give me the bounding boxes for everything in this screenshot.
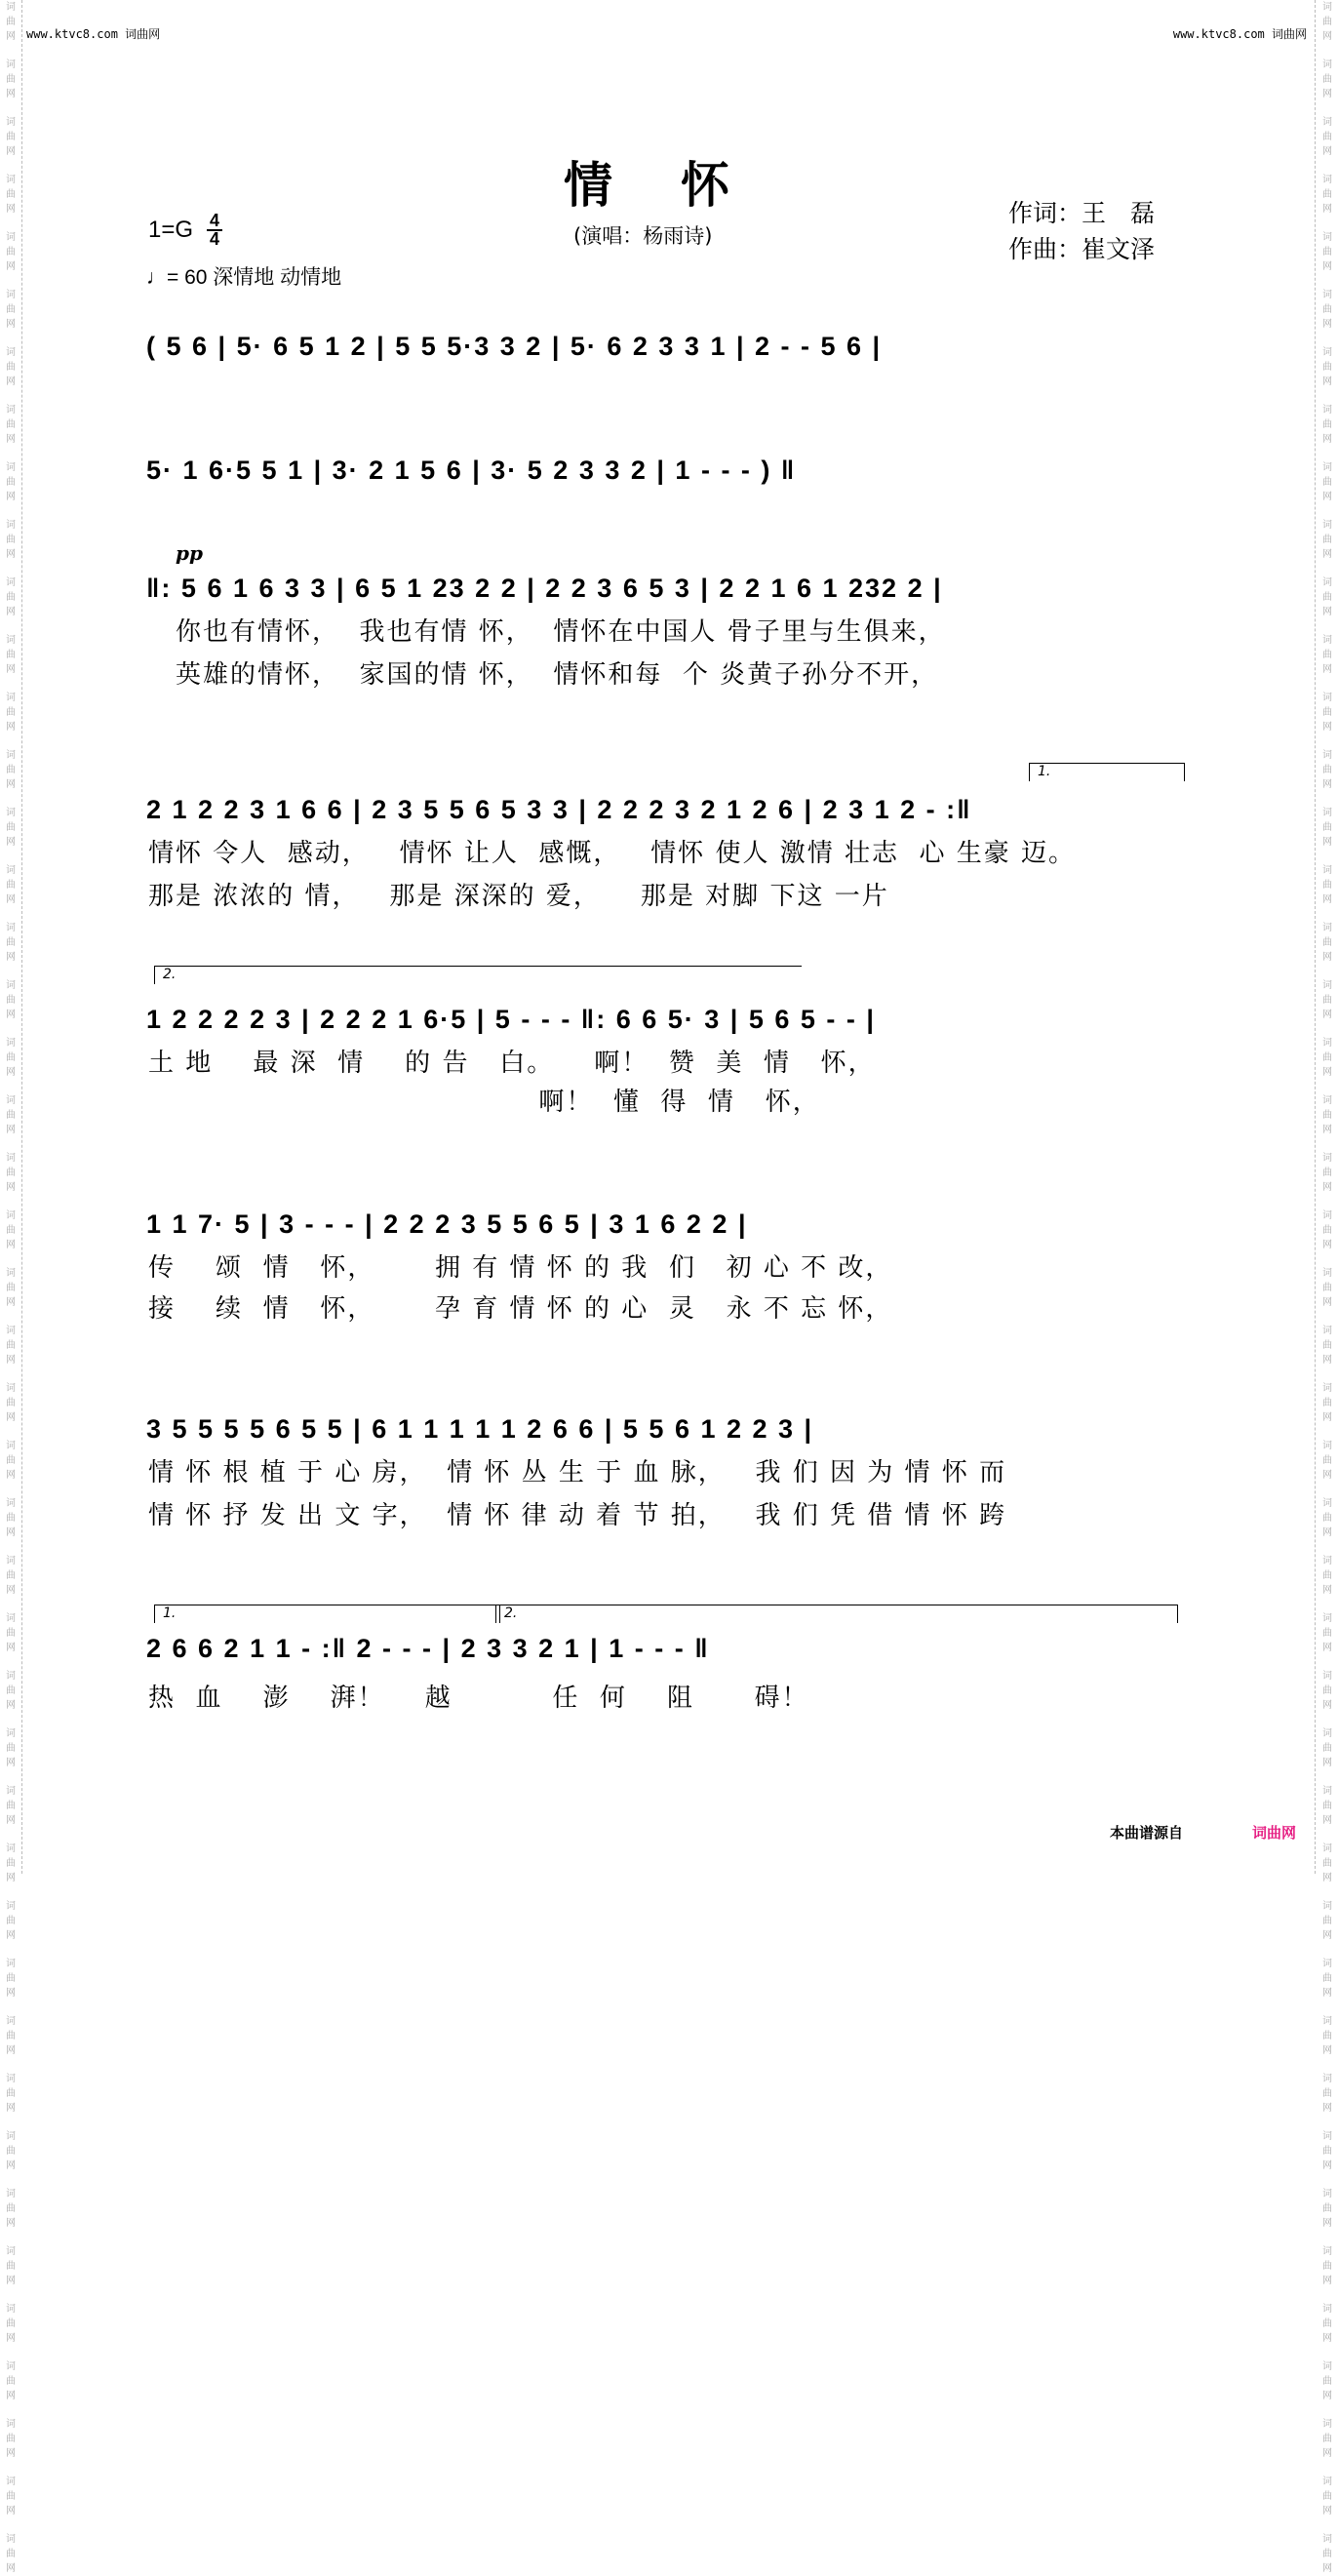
side-watermark-group: 词 曲 网 <box>1322 175 1332 215</box>
side-watermark-group: 词 曲 网 <box>6 1441 16 1481</box>
lyric-verse-1: 热 血 澎 湃！ 越 任 何 阻 碍！ <box>148 1684 809 1713</box>
score-line-3 <box>146 571 1200 690</box>
lyric-verse-1: 情 怀 根 植 于 心 房， 情 怀 丛 生 于 血 脉， 我 们 因 为 情 怀 而 <box>148 1458 1007 1487</box>
site-watermark-left: www.ktvc8.com 词曲网 <box>26 27 161 41</box>
volta-2-ending: 2. <box>495 1605 1178 1623</box>
side-watermark-group: 词 曲 网 <box>1322 1038 1332 1078</box>
side-watermark-group: 词 曲 网 <box>1322 635 1332 675</box>
notation: 1 2 2 2 2 3 | 2 2 2 1 6·5 | 5 - - - ‖: 6 6 5· 3 | 5 6 5 - - | <box>146 1005 876 1034</box>
side-watermark-group: 词 曲 网 <box>1322 1786 1332 1826</box>
side-watermark-group: 词 曲 网 <box>1322 923 1332 963</box>
side-watermark-group: 词 曲 网 <box>6 865 16 905</box>
side-watermark-group: 词 曲 网 <box>6 1210 16 1250</box>
side-watermark-group: 词 曲 网 <box>6 59 16 99</box>
side-watermark-group: 词 曲 网 <box>6 1786 16 1826</box>
side-watermark-group: 词 曲 网 <box>1322 2189 1332 2229</box>
lyric-verse-2: 接 续 情 怀， 孕 育 情 怀 的 心 灵 永 不 忘 怀， <box>148 1294 893 1324</box>
side-watermark-group: 词 曲 网 <box>6 577 16 617</box>
footer-source-label: 本曲谱源自 <box>1110 1824 1184 1842</box>
side-watermark-group: 词 曲 网 <box>6 1613 16 1653</box>
composer-credit: 作曲：崔文泽 <box>1008 235 1156 263</box>
side-watermark-group: 词 曲 网 <box>6 693 16 733</box>
side-watermark-group: 词 曲 网 <box>1322 347 1332 387</box>
side-watermark-group: 词 曲 网 <box>6 117 16 157</box>
time-sig-top: 4 <box>210 211 220 230</box>
lyric-verse-1: 情怀 令人 感动， 情怀 让人 感慨， 情怀 使人 激情 壮志 心 生豪 迈。 <box>148 839 1077 868</box>
right-dashed-margin <box>1315 0 1316 1874</box>
side-watermark-group: 词 曲 网 <box>6 2074 16 2114</box>
side-watermark-group: 词 曲 网 <box>1322 2361 1332 2401</box>
side-watermark-group: 词 曲 网 <box>6 808 16 848</box>
side-watermark-group: 词 曲 网 <box>6 175 16 215</box>
side-watermark-group: 词 曲 网 <box>1322 865 1332 905</box>
side-watermark-group: 词 曲 网 <box>1322 117 1332 157</box>
score-line-8 <box>146 1631 1200 1713</box>
side-watermark-group: 词 曲 网 <box>1322 808 1332 848</box>
lyric-verse-1: 传 颂 情 怀， 拥 有 情 怀 的 我 们 初 心 不 改， <box>148 1253 893 1283</box>
side-watermark-group: 词 曲 网 <box>1322 1441 1332 1481</box>
lyric-verse-2: 啊！ 懂 得 情 怀， <box>148 1088 820 1117</box>
side-watermark-group: 词 曲 网 <box>6 980 16 1020</box>
side-watermark-group: 词 曲 网 <box>6 2246 16 2286</box>
volta-1-ending: 1. <box>154 1605 500 1623</box>
side-watermark-group: 词 曲 网 <box>1322 405 1332 445</box>
dynamic-marking: pp <box>176 541 203 565</box>
side-watermark-group: 词 曲 网 <box>1322 2477 1332 2517</box>
score-line-2 <box>146 453 1200 488</box>
side-watermark-group: 词 曲 网 <box>6 1728 16 1768</box>
side-watermark-group: 词 曲 网 <box>6 2189 16 2229</box>
side-watermark-group: 词 曲 网 <box>1322 577 1332 617</box>
key-label: 1=G <box>148 217 194 243</box>
side-watermark-group: 词 曲 网 <box>6 1095 16 1135</box>
side-watermark-group: 词 曲 网 <box>6 290 16 330</box>
notation: 3 5 5 5 5 6 5 5 | 6 1 1 1 1 1 2 6 6 | 5 5 6 1 2 2 3 | <box>146 1414 814 1444</box>
side-watermark-group: 词 曲 网 <box>6 405 16 445</box>
lyric-verse-1: 你也有情怀， 我也有情 怀， 情怀在中国人 骨子里与生俱来， <box>176 617 946 647</box>
side-watermark-group: 词 曲 网 <box>6 347 16 387</box>
side-watermark-group: 词 曲 网 <box>6 2419 16 2459</box>
side-watermark-group: 词 曲 网 <box>1322 2 1332 42</box>
side-watermark-group: 词 曲 网 <box>6 462 16 502</box>
side-watermark-group: 词 曲 网 <box>6 2477 16 2517</box>
lyric-verse-2: 情 怀 抒 发 出 文 字， 情 怀 律 动 着 节 拍， 我 们 凭 借 情 怀 跨 <box>148 1501 1007 1530</box>
side-watermark-group: 词 曲 网 <box>1322 2304 1332 2344</box>
volta-1: 1. <box>1029 763 1185 781</box>
side-watermark-group: 词 曲 网 <box>6 2361 16 2401</box>
side-watermark-group: 词 曲 网 <box>6 1383 16 1423</box>
lyricist-credit: 作词：王 磊 <box>1008 199 1156 227</box>
score-line-5 <box>146 1002 1200 1117</box>
side-watermark-group: 词 曲 网 <box>6 1959 16 1999</box>
side-watermark-group: 词 曲 网 <box>1322 2246 1332 2286</box>
lyric-verse-1: 土 地 最 深 情 的 告 白。 啊！ 赞 美 情 怀， <box>148 1049 876 1078</box>
side-watermark-left <box>0 0 21 2574</box>
side-watermark-group: 词 曲 网 <box>6 2016 16 2056</box>
side-watermark-group: 词 曲 网 <box>6 923 16 963</box>
side-watermark-right <box>1317 0 1338 2574</box>
side-watermark-group: 词 曲 网 <box>1322 290 1332 330</box>
song-title: 情怀 <box>564 156 798 214</box>
side-watermark-group: 词 曲 网 <box>1322 462 1332 502</box>
side-watermark-group: 词 曲 网 <box>6 1038 16 1078</box>
side-watermark-group: 词 曲 网 <box>1322 2016 1332 2056</box>
credits <box>1008 195 1155 267</box>
side-watermark-group: 词 曲 网 <box>1322 520 1332 560</box>
side-watermark-group: 词 曲 网 <box>6 2 16 42</box>
side-watermark-group: 词 曲 网 <box>6 1556 16 1596</box>
side-watermark-group: 词 曲 网 <box>1322 693 1332 733</box>
score-line-6 <box>146 1207 1200 1324</box>
site-watermark-right: www.ktvc8.com 词曲网 <box>1172 27 1307 41</box>
side-watermark-group: 词 曲 网 <box>1322 232 1332 272</box>
side-watermark-group: 词 曲 网 <box>6 750 16 790</box>
side-watermark-group: 词 曲 网 <box>6 2534 16 2574</box>
side-watermark-group: 词 曲 网 <box>6 1268 16 1308</box>
side-watermark-group: 词 曲 网 <box>1322 1843 1332 1883</box>
side-watermark-group: 词 曲 网 <box>1322 1613 1332 1653</box>
side-watermark-group: 词 曲 网 <box>1322 1671 1332 1711</box>
side-watermark-group: 词 曲 网 <box>1322 1095 1332 1135</box>
side-watermark-group: 词 曲 网 <box>1322 1901 1332 1941</box>
score-line-1 <box>146 329 1200 364</box>
lyric-verse-2: 英雄的情怀， 家国的情 怀， 情怀和每 个 炎黄子孙分不开， <box>176 660 939 690</box>
side-watermark-group: 词 曲 网 <box>6 635 16 675</box>
side-watermark-group: 词 曲 网 <box>1322 1326 1332 1366</box>
notation: 5· 1 6·5 5 1 | 3· 2 1 5 6 | 3· 5 2 3 3 2 | 1 - - - ) ‖ <box>146 456 797 485</box>
side-watermark-group: 词 曲 网 <box>1322 59 1332 99</box>
notation: ( 5 6 | 5· 6 5 1 2 | 5 5 5·3 3 2 | 5· 6 2 3 3 1 | 2 - - 5 6 | <box>146 332 883 361</box>
key-signature <box>148 213 222 248</box>
score-line-4 <box>146 792 1200 911</box>
side-watermark-group: 词 曲 网 <box>6 520 16 560</box>
side-watermark-group: 词 曲 网 <box>1322 980 1332 1020</box>
footer-brand-link[interactable]: 词曲网 <box>1252 1824 1297 1842</box>
side-watermark-group: 词 曲 网 <box>6 2304 16 2344</box>
time-signature <box>207 213 222 248</box>
side-watermark-group: 词 曲 网 <box>1322 1959 1332 1999</box>
side-watermark-group: 词 曲 网 <box>6 1671 16 1711</box>
side-watermark-group: 词 曲 网 <box>1322 1210 1332 1250</box>
side-watermark-group: 词 曲 网 <box>1322 1153 1332 1193</box>
side-watermark-group: 词 曲 网 <box>1322 2074 1332 2114</box>
side-watermark-group: 词 曲 网 <box>6 1326 16 1366</box>
side-watermark-group: 词 曲 网 <box>1322 1383 1332 1423</box>
side-watermark-group: 词 曲 网 <box>1322 2419 1332 2459</box>
notation: 1 1 7· 5 | 3 - - - | 2 2 2 3 5 5 6 5 | 3 1 6 2 2 | <box>146 1209 748 1239</box>
notation: 2 1 2 2 3 1 6 6 | 2 3 5 5 6 5 3 3 | 2 2 2 3 2 1 2 6 | 2 3 1 2 - :‖ <box>146 795 972 824</box>
side-watermark-group: 词 曲 网 <box>6 232 16 272</box>
side-watermark-group: 词 曲 网 <box>1322 1728 1332 1768</box>
side-watermark-group: 词 曲 网 <box>1322 1556 1332 1596</box>
volta-2: 2. <box>154 966 802 984</box>
notation: ‖: 5 6 1 6 3 3 | 6 5 1 23 2 2 | 2 2 3 6 5 3 | 2 2 1 6 1 232 2 | <box>146 574 943 603</box>
side-watermark-group: 词 曲 网 <box>1322 1268 1332 1308</box>
side-watermark-group: 词 曲 网 <box>6 1153 16 1193</box>
side-watermark-group: 词 曲 网 <box>6 1901 16 1941</box>
side-watermark-group: 词 曲 网 <box>6 1843 16 1883</box>
tempo-marking: ♩= 60 深情地 动情地 <box>146 266 342 289</box>
left-dashed-margin <box>21 0 22 1874</box>
singer-credit: (演唱：杨雨诗) <box>573 224 713 248</box>
time-sig-bottom: 4 <box>210 229 220 249</box>
side-watermark-group: 词 曲 网 <box>1322 2131 1332 2171</box>
side-watermark-group: 词 曲 网 <box>1322 1498 1332 1538</box>
side-watermark-group: 词 曲 网 <box>6 1498 16 1538</box>
score-line-7 <box>146 1411 1200 1530</box>
side-watermark-group: 词 曲 网 <box>6 2131 16 2171</box>
side-watermark-group: 词 曲 网 <box>1322 750 1332 790</box>
notation: 2 6 6 2 1 1 - :‖ 2 - - - | 2 3 3 2 1 | 1 - - - ‖ <box>146 1634 710 1663</box>
lyric-verse-2: 那是 浓浓的 情， 那是 深深的 爱， 那是 对脚 下这 一片 <box>148 882 889 911</box>
side-watermark-group: 词 曲 网 <box>1322 2534 1332 2574</box>
